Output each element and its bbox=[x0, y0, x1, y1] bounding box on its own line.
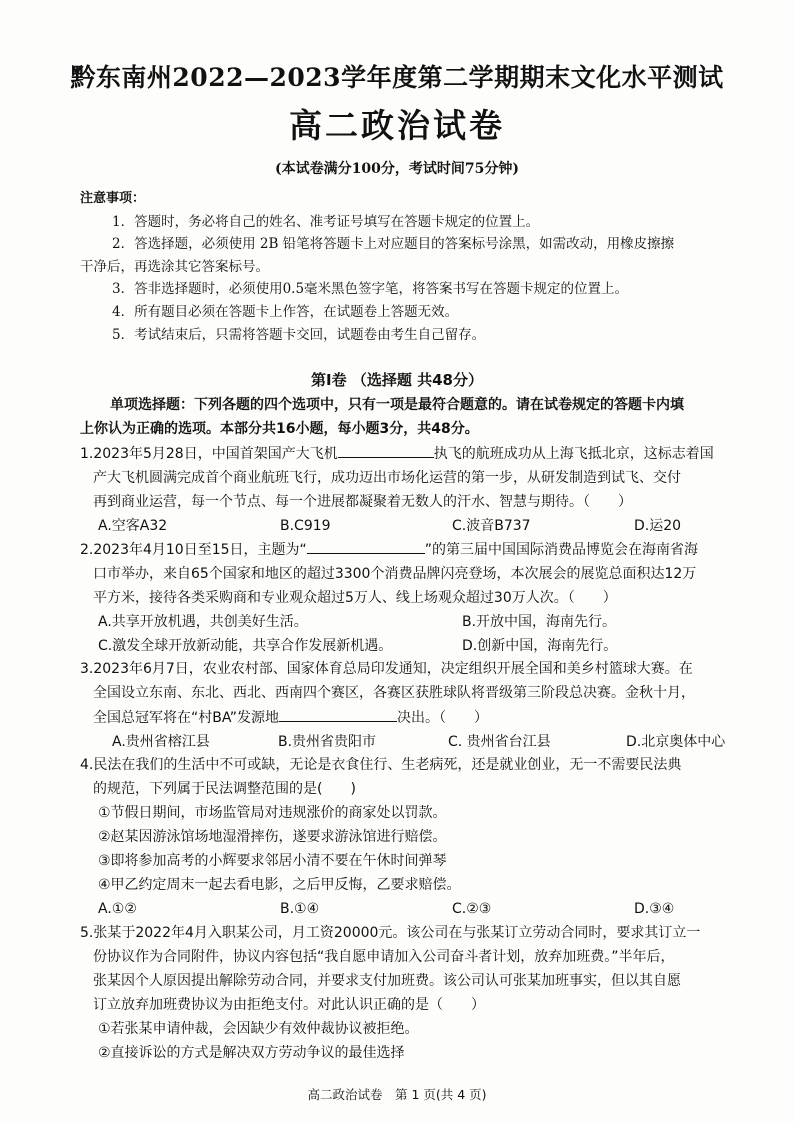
note-item: 3．答非选择题时，必须使用0.5毫米黑色签字笔，将答案书写在答题卡规定的位置上。 bbox=[112, 281, 629, 298]
question-1 bbox=[80, 441, 780, 538]
option-b: B.①④ bbox=[280, 901, 320, 917]
question-text: 执飞的航班成功从上海飞抵北京，这标志着国 bbox=[433, 446, 714, 462]
question-text: 份协议作为合同附件，协议内容包括“我自愿申请加入公司奋斗者计划，放弃加班费。”半年后， bbox=[93, 949, 675, 965]
note-item: 2．答选择题，必须使用 2B 铅笔将答题卡上对应题目的答案标号涂黑，如需改动，用橡皮擦擦 bbox=[112, 236, 675, 253]
option-d: D.北京奥体中心 bbox=[626, 734, 726, 750]
answer-blank bbox=[338, 441, 434, 458]
statement-item: ②直接诉讼的方式是解决双方劳动争议的最佳选择 bbox=[98, 1045, 405, 1061]
section-title: 第Ⅰ卷 （选择题 共48分） bbox=[311, 371, 483, 389]
option-d: D.③④ bbox=[634, 901, 675, 917]
question-2 bbox=[80, 537, 780, 658]
subject-title: 高二政治试卷 bbox=[289, 106, 505, 145]
note-item: 1．答题时，务必将自己的姓名、准考证号填写在答题卡规定的位置上。 bbox=[112, 213, 540, 230]
option-a: A.空客A32 bbox=[98, 518, 168, 534]
section-instructions bbox=[80, 393, 780, 441]
question-text: 3.2023年6月7日，农业农村部、国家体育总局印发通知，决定组织开展全国和美乡村篮球大赛。在 bbox=[80, 661, 693, 677]
option-b: B.贵州省贵阳市 bbox=[278, 734, 377, 750]
option-a: A.共享开放机遇，共创美好生活。 bbox=[98, 614, 308, 630]
statement-item: ④甲乙约定周末一起去看电影，之后甲反悔，乙要求赔偿。 bbox=[98, 877, 461, 893]
instruction-line: 上你认为正确的选项。本部分共16小题，每小题3分，共48分。 bbox=[80, 421, 479, 437]
question-text: 决出。（ ） bbox=[396, 710, 488, 726]
options-row bbox=[80, 897, 780, 921]
option-c: C.激发全球开放新动能，共享合作发展新机遇。 bbox=[98, 638, 393, 654]
option-b: B.开放中国，海南先行。 bbox=[462, 614, 617, 630]
exam-title: 黔东南州2022—2023学年度第二学期期末文化水平测试 bbox=[70, 63, 724, 92]
statement-item: ②赵某因游泳馆场地湿滑摔伤，遂要求游泳馆进行赔偿。 bbox=[98, 829, 447, 845]
question-text: 平方米，接待各类采购商和专业观众超过5万人、线上场观众超过30万人次。（ ） bbox=[93, 590, 617, 606]
answer-blank bbox=[307, 537, 425, 554]
page-footer: 高二政治试卷 第 1 页(共 4 页) bbox=[307, 1087, 487, 1102]
options-row bbox=[80, 514, 780, 538]
statement-item: ①节假日期间，市场监管局对违规涨价的商家处以罚款。 bbox=[98, 805, 447, 821]
option-b: B.C919 bbox=[280, 518, 331, 534]
options-row bbox=[80, 610, 780, 634]
answer-blank bbox=[279, 705, 397, 722]
note-item: 5．考试结束后，只需将答题卡交回，试题卷由考生自己留存。 bbox=[112, 326, 486, 343]
instruction-line: 单项选择题：下列各题的四个选项中，只有一项是最符合题意的。请在试卷规定的答题卡内填 bbox=[110, 397, 684, 413]
question-text: 口市举办，来自65个国家和地区的超过3300个消费品牌闪亮登场，本次展会的展览总面积达12万 bbox=[93, 566, 697, 582]
notes-heading: 注意事项： bbox=[80, 191, 146, 206]
question-4 bbox=[80, 753, 780, 921]
question-text: 全国设立东南、东北、西北、西南四个赛区，各赛区获胜球队将晋级第三阶段总决赛。金秋十月， bbox=[93, 685, 695, 701]
question-3 bbox=[80, 657, 780, 754]
notes-block bbox=[80, 188, 770, 346]
question-text: 产大飞机圆满完成首个商业航班飞行，成功迈出市场化运营的第一步，从研发制造到试飞、交付 bbox=[93, 470, 681, 486]
question-text: 再到商业运营，每一个节点、每一个进展都凝聚着无数人的汗水、智慧与期待。（ ） bbox=[93, 494, 632, 510]
option-a: A.①② bbox=[98, 901, 137, 917]
question-text: 全国总冠军将在“村BA”发源地 bbox=[93, 710, 279, 726]
note-item-continuation: 干净后，再选涂其它答案标号。 bbox=[80, 258, 269, 275]
question-text: 1.2023年5月28日，中国首架国产大飞机 bbox=[80, 446, 338, 462]
exam-subtitle: (本试卷满分100分，考试时间75分钟) bbox=[275, 161, 519, 177]
statement-item: ①若张某申请仲裁，会因缺少有效仲裁协议被拒绝。 bbox=[98, 1021, 419, 1037]
option-a: A.贵州省榕江县 bbox=[112, 734, 210, 750]
statement-item: ③即将参加高考的小辉要求邻居小清不要在午休时间弹琴 bbox=[98, 853, 447, 869]
note-item: 4．所有题目必须在答题卡上作答，在试题卷上答题无效。 bbox=[112, 303, 459, 320]
option-c: C.波音B737 bbox=[452, 518, 531, 534]
option-d: D.运20 bbox=[634, 518, 682, 534]
question-text: 的规范，下列属于民法调整范围的是( ) bbox=[93, 781, 356, 797]
question-text: 4.民法在我们的生活中不可或缺，无论是衣食住行、生老病死，还是就业创业，无一不需要民法典 bbox=[80, 757, 682, 773]
option-c: C.②③ bbox=[452, 901, 492, 917]
question-text: 张某因个人原因提出解除劳动合同，并要求支付加班费。该公司认可张某加班事实，但以其自愿 bbox=[93, 973, 681, 989]
question-5 bbox=[80, 921, 780, 1065]
options-row bbox=[80, 634, 780, 658]
options-row bbox=[80, 730, 780, 754]
option-d: D.创新中国，海南先行。 bbox=[462, 638, 618, 654]
question-text: 5.张某于2022年4月入职某公司，月工资20000元。该公司在与张某订立劳动合同时，要求其订立一 bbox=[80, 925, 701, 941]
question-text: 订立放弃加班费协议为由拒绝支付。对此认识正确的是（ ） bbox=[93, 997, 485, 1013]
question-text: 2.2023年4月10日至15日，主题为“ bbox=[80, 542, 307, 558]
question-text: ”的第三届中国国际消费品博览会在海南省海 bbox=[424, 542, 699, 558]
option-c: C. 贵州省台江县 bbox=[448, 734, 551, 750]
